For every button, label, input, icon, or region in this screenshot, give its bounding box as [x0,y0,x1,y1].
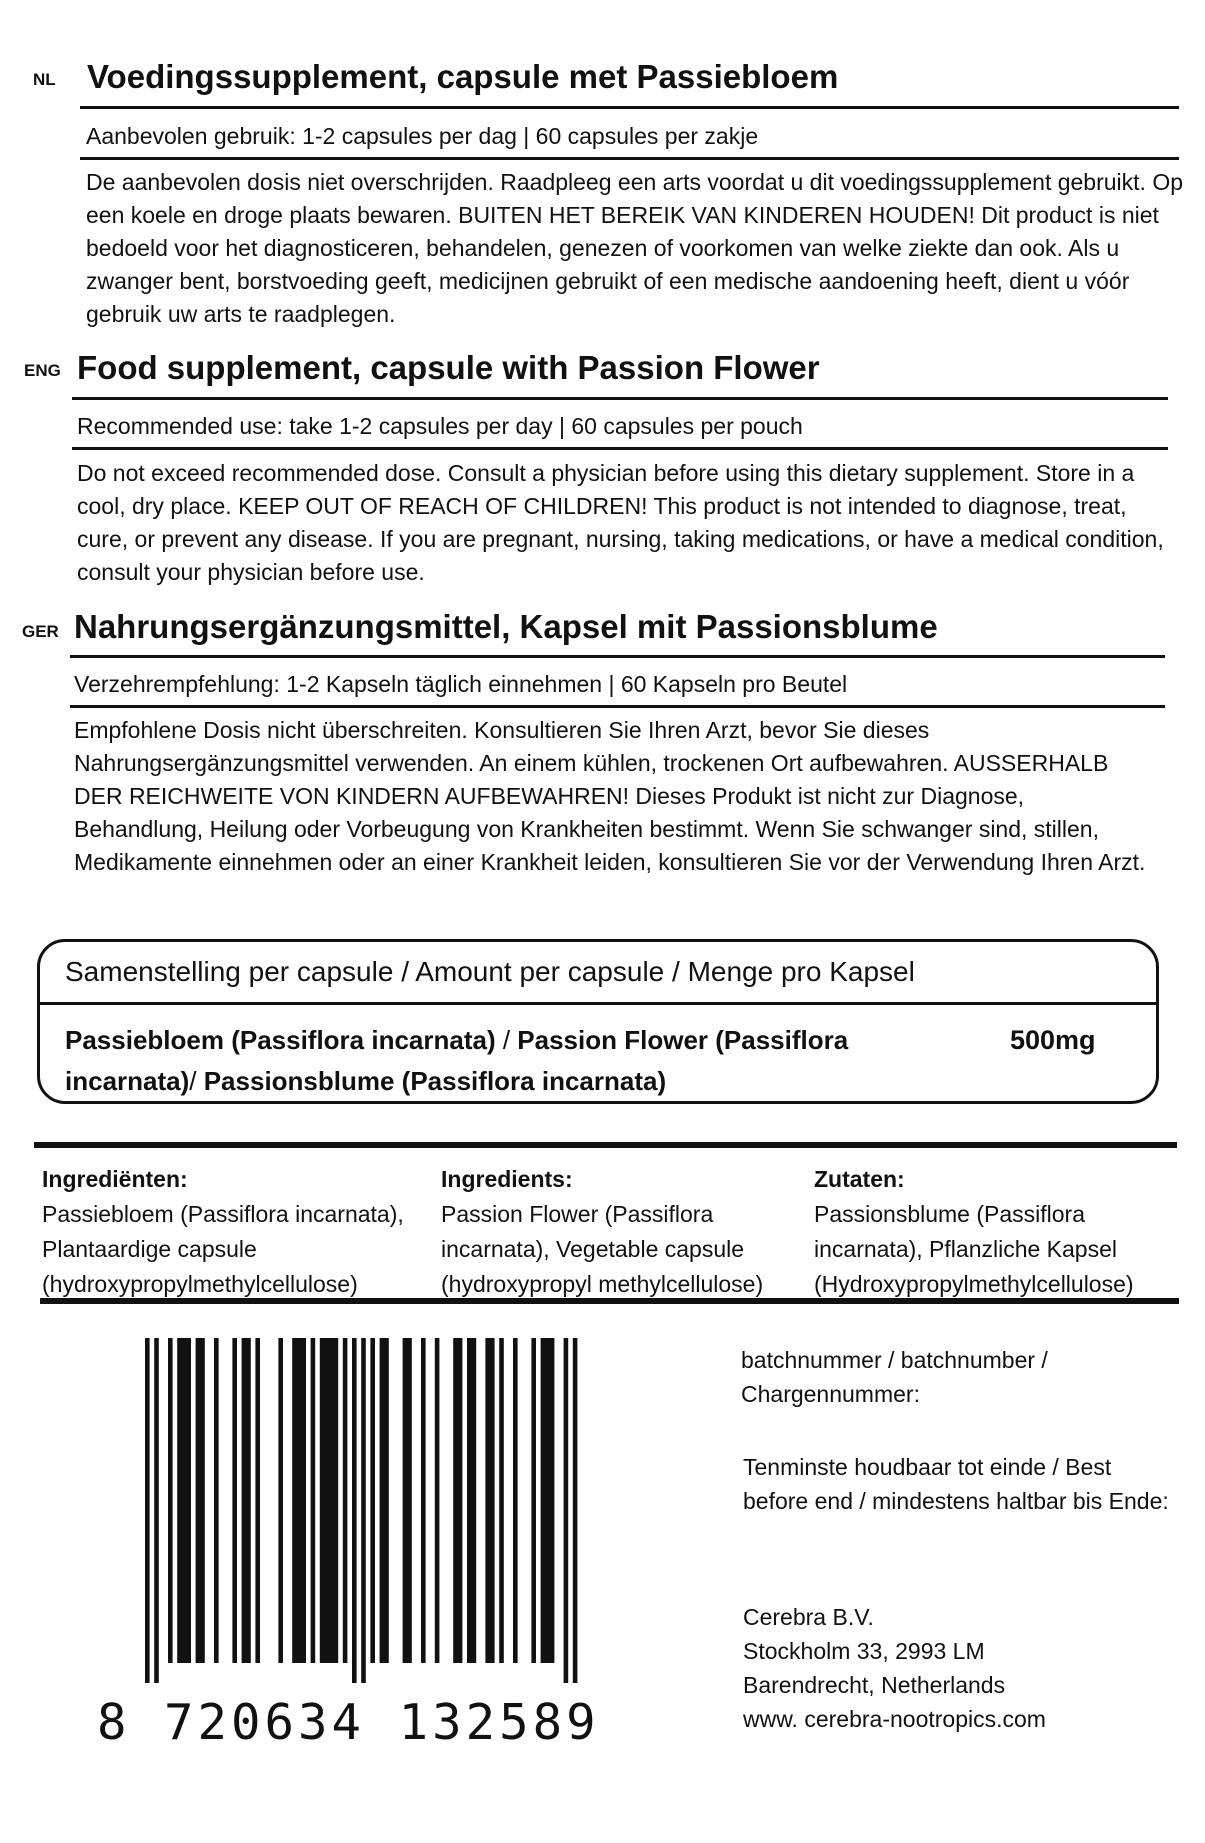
ingredients-de [814,1162,1184,1302]
barcode-bar [343,1338,348,1663]
divider [70,655,1165,658]
barcode-bar [380,1338,389,1663]
barcode-bar [196,1338,205,1663]
best-before: Tenminste houdbaar tot einde / Best before end / mindestens haltbar bis Ende: [743,1454,1169,1514]
company-city: Barendrecht, Netherlands [743,1672,1006,1698]
company-name: Cerebra B.V. [743,1604,874,1630]
barcode-bar [513,1338,518,1663]
barcode-bar [541,1338,555,1663]
barcode-bar [278,1338,283,1663]
separator: / [495,1025,518,1055]
ingredients-en [441,1162,811,1302]
lang-code-ger: GER [22,622,59,641]
barcode-digits [97,1694,600,1751]
ingredients-heading: Zutaten: [814,1166,905,1192]
warning-nl: De aanbevolen dosis niet overschrijden. Raadpleeg een arts voordat u dit voedingssupplement gebruikt. Op een koele en droge plaats bewaren. BUITEN HET BEREIK VAN KINDEREN HOUDEN! Dit product is niet bedoeld voor het diagnosticeren, behandelen, genezen of voorkomen van welke ziekte dan ook. Als u zwanger bent, borstvoeding geeft, medicijnen gebruikt of een medische aandoening heeft, dient u vóór gebruik uw arts te raadplegen. [86,169,1184,327]
title-eng: Food supplement, capsule with Passion Flower [77,349,820,386]
lang-code-nl: NL [33,70,56,89]
divider-thick [40,1298,1179,1304]
barcode-bar [403,1338,412,1663]
barcode-bar [232,1338,237,1663]
ingredients-text: Passiebloem (Passiflora incarnata), Plantaardige capsule (hydroxypropylmethylcellulose) [42,1201,404,1297]
barcode-bar [453,1338,462,1663]
barcode-bar [573,1338,578,1683]
barcode [145,1338,625,1683]
barcode-bar [154,1338,159,1683]
composition-box [37,939,1159,1104]
barcode-bar [467,1338,476,1663]
ingredients-heading: Ingredients: [441,1166,573,1192]
barcode-digit-first: 8 [97,1694,131,1751]
ingredients-text: Passionsblume (Passiflora incarnata), Pflanzliche Kapsel (Hydroxypropylmethylcellulose) [814,1201,1134,1297]
barcode-bar [145,1338,150,1683]
barcode-bar [242,1338,251,1663]
usage-eng: Recommended use: take 1-2 capsules per day | 60 capsules per pouch [77,413,803,439]
composition-header: Samenstelling per capsule / Amount per capsule / Menge pro Kapsel [65,956,915,987]
barcode-bar [499,1338,504,1663]
composition-ingredient [65,1020,945,1102]
divider [80,157,1179,160]
divider [70,705,1165,708]
usage-nl: Aanbevolen gebruik: 1-2 capsules per dag | 60 capsules per zakje [86,123,759,149]
warning-ger: Empfohlene Dosis nicht überschreiten. Konsultieren Sie Ihren Arzt, bevor Sie dieses Nahrungsergänzungsmittel verwenden. An einem kühlen, trockenen Ort aufbewahren. AUSSERHALB DER REICHWEITE VON KINDERN AUFBEWAHREN! Dieses Produkt ist nicht zur Diagnose, Behandlung, Heilung oder Vorbeugung von Krankheiten bestimmt. Wenn Sie schwanger sind, stillen, Medikamente einnehmen oder an einer Krankheit leiden, konsultieren Sie vor der Verwendung Ihren Arzt. [74,717,1146,875]
separator: / [189,1066,204,1096]
batch-number: batchnummer / batchnumber / Chargennummer: [741,1347,1048,1407]
barcode-digits-left: 720634 [164,1694,366,1751]
warning-eng: Do not exceed recommended dose. Consult a physician before using this dietary supplement. Store in a cool, dry place. KEEP OUT OF REACH OF CHILDREN! This product is not intended to diagnose, treat, cure, or prevent any disease. If you are pregnant, nursing, taking medications, or have a medical condition, consult your physician before use. [77,460,1164,585]
barcode-bar [320,1338,338,1663]
barcode-bar [370,1338,375,1663]
barcode-bar [214,1338,219,1663]
barcode-bar [292,1338,306,1663]
divider-thick [34,1142,1177,1148]
title-nl: Voedingssupplement, capsule met Passiebloem [87,58,839,95]
ingredient-name-de: Passionsblume (Passiflora incarnata) [203,1066,667,1096]
company-website[interactable]: www. cerebra-nootropics.com [743,1706,1046,1732]
divider [40,1002,1156,1005]
ingredients-text: Passion Flower (Passiflora incarnata), Vegetable capsule (hydroxypropyl methylcellulose) [441,1201,764,1297]
divider [72,447,1168,450]
company-street: Stockholm 33, 2993 LM [743,1638,985,1664]
ingredients-heading: Ingrediënten: [42,1166,188,1192]
lang-code-eng: ENG [24,361,61,380]
company-address [743,1600,1173,1736]
title-ger: Nahrungsergänzungsmittel, Kapsel mit Passionsblume [74,608,938,645]
ingredient-name-en: Passion Flower (Passiflora incarnata) [65,1025,849,1096]
barcode-bar [255,1338,260,1663]
ingredients-nl [42,1162,432,1302]
barcode-bar [177,1338,191,1663]
barcode-bar [352,1338,357,1683]
divider [72,397,1168,400]
barcode-digits-right: 132589 [398,1694,600,1751]
divider [80,106,1179,109]
barcode-bar [564,1338,569,1683]
barcode-bar [485,1338,494,1663]
barcode-bar [168,1338,173,1663]
barcode-bar [421,1338,426,1663]
usage-ger: Verzehrempfehlung: 1-2 Kapseln täglich einnehmen | 60 Kapseln pro Beutel [74,671,848,697]
barcode-bar [361,1338,366,1683]
barcode-bar [311,1338,316,1663]
composition-amount: 500mg [1010,1025,1096,1055]
ingredient-name-nl: Passiebloem (Passiflora incarnata) [65,1025,496,1055]
barcode-bar [531,1338,536,1663]
barcode-bar [435,1338,440,1663]
